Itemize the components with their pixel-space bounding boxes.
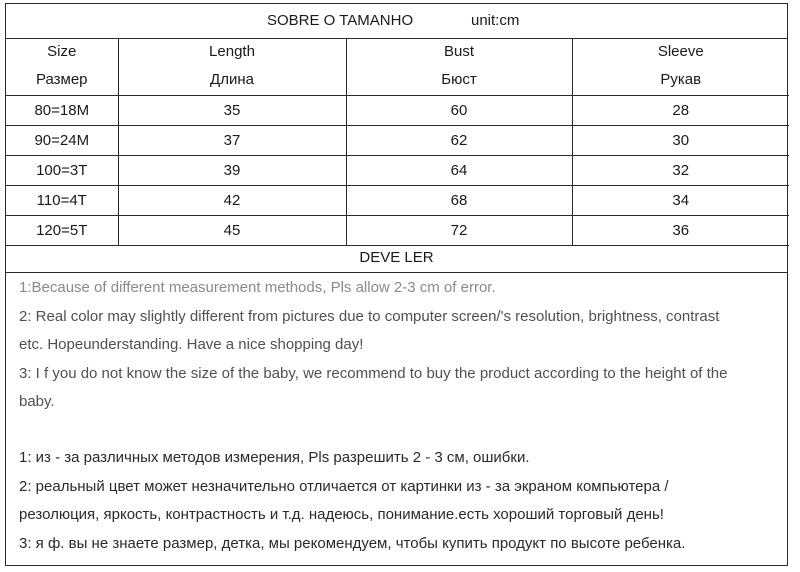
cell-sleeve: 28 (572, 96, 789, 126)
cell-bust: 64 (346, 156, 572, 186)
size-table (6, 38, 789, 246)
column-header-en: Length (209, 43, 255, 60)
cell-size: 100=3T (6, 156, 118, 186)
note-line: baby. (19, 393, 55, 411)
cell-length: 35 (118, 96, 346, 126)
chart-title: SOBRE O TAMANHO (267, 12, 414, 29)
column-header-ru: Бюст (441, 71, 477, 88)
column-header-en: Size (47, 43, 77, 60)
size-chart (5, 3, 788, 566)
cell-length: 42 (118, 186, 346, 216)
column-header-en: Sleeve (657, 43, 704, 60)
column-header-ru: Рукав (660, 71, 702, 88)
chart-header (6, 4, 787, 39)
column-header-size (6, 38, 118, 96)
unit-label: unit:cm (471, 12, 520, 29)
table-row (6, 156, 789, 186)
cell-bust: 62 (346, 126, 572, 156)
cell-size: 110=4T (6, 186, 118, 216)
column-header-length (118, 38, 346, 96)
column-header-sleeve (572, 38, 789, 96)
note-line-ru: 1: из - за различных методов измерения, Pls разрешить 2 - 3 см, ошибки. (19, 448, 530, 466)
table-header-row (6, 38, 789, 96)
column-header-ru: Длина (210, 71, 254, 88)
notes-section (19, 274, 784, 558)
column-header-en: Bust (443, 43, 474, 60)
cell-sleeve: 32 (572, 156, 789, 186)
table-row (6, 126, 789, 156)
must-read-heading: DEVE LER (6, 244, 787, 273)
table-row (6, 216, 789, 246)
note-line: 3: I f you do not know the size of the baby, we recommend to buy the product according to the height of the (19, 364, 728, 382)
cell-sleeve: 30 (572, 126, 789, 156)
note-line: 2: Real color may slightly different from pictures due to computer screen/'s resolution, brightness, contrast (19, 307, 720, 325)
cell-bust: 68 (346, 186, 572, 216)
cell-bust: 60 (346, 96, 572, 126)
cell-length: 39 (118, 156, 346, 186)
note-line: 1:Because of different measurement methods, Pls allow 2-3 cm of error. (19, 279, 496, 296)
cell-sleeve: 34 (572, 186, 789, 216)
note-line-ru: резолюция, яркость, контрастность и т.д. надеюсь, понимание.есть хороший торговый день! (19, 506, 664, 524)
note-line: etc. Hopeunderstanding. Have a nice shopping day! (19, 336, 364, 354)
cell-length: 45 (118, 216, 346, 246)
cell-size: 120=5T (6, 216, 118, 246)
note-line-ru: 3: я ф. вы не знаете размер, детка, мы рекомендуем, чтобы купить продукт по высоте ребенка. (19, 534, 686, 552)
cell-size: 90=24M (6, 126, 118, 156)
cell-size: 80=18M (6, 96, 118, 126)
column-header-bust (346, 38, 572, 96)
cell-length: 37 (118, 126, 346, 156)
table-row (6, 186, 789, 216)
spacer (19, 417, 784, 444)
cell-sleeve: 36 (572, 216, 789, 246)
column-header-ru: Размер (35, 71, 88, 88)
cell-bust: 72 (346, 216, 572, 246)
note-line-ru: 2: реальный цвет может незначительно отличается от картинки из - за экраном компьютера / (19, 477, 669, 495)
table-row (6, 96, 789, 126)
